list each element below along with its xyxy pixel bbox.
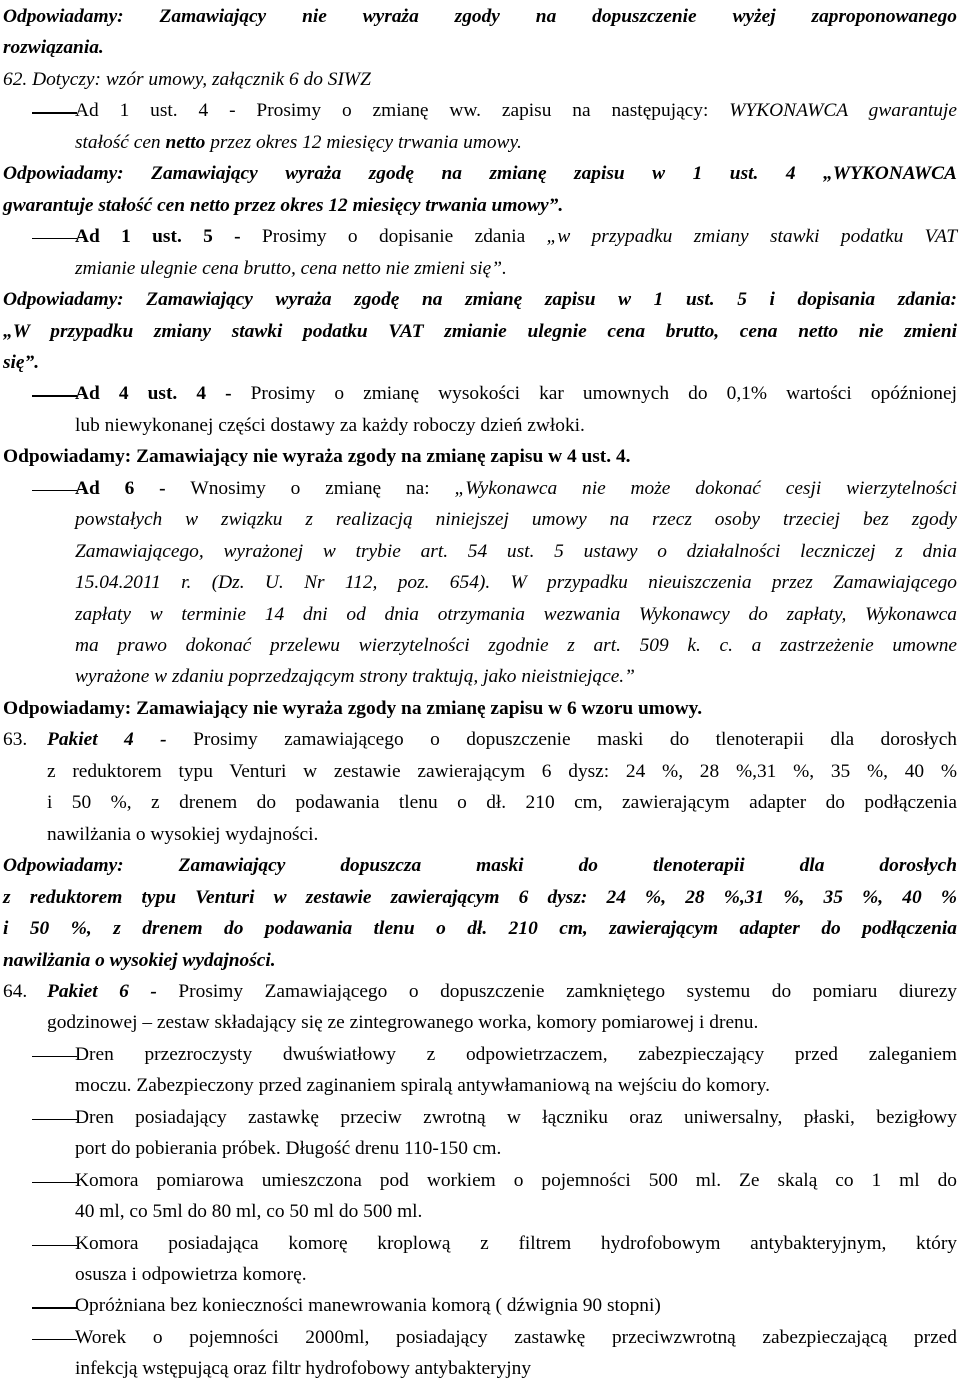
text-run: „w przypadku zmiany stawki podatku VAT <box>546 226 957 248</box>
text-line <box>75 1259 957 1290</box>
text-run: godzinowej – zestaw składający się ze zintegrowanego worka, komory pomiarowej i drenu. <box>47 1012 759 1034</box>
text-run: Odpowiadamy: Zamawiający wyraża zgodę na zmianę zapisu w 1 ust. 5 i dopisania zdania: <box>3 289 957 311</box>
list-dash <box>32 112 77 113</box>
text-run: 15.04.2011 r. (Dz. U. Nr 112, poz. 654). W przypadku nieuiszczenia przez Zamawiającego <box>75 572 957 594</box>
text-line <box>3 882 957 913</box>
text-run: przez okres 12 miesięcy trwania umowy. <box>205 131 522 153</box>
text-line <box>75 504 957 535</box>
text-line <box>3 284 957 315</box>
text-line <box>75 661 957 692</box>
text-line <box>75 1039 957 1070</box>
text-run: powstałych w związku z realizacją niniejszej umowy na rzecz osoby trzeciej bez zgody <box>75 509 957 531</box>
text-line <box>3 316 957 347</box>
list-dash <box>32 1056 77 1057</box>
text-line <box>47 976 957 1007</box>
text-line <box>75 1290 957 1321</box>
text-run: Wnosimy o zmianę na: <box>190 477 455 499</box>
text-line <box>75 1228 957 1259</box>
text-line <box>3 850 957 881</box>
text-line <box>3 32 957 63</box>
text-run: netto <box>165 131 206 153</box>
text-line <box>3 693 957 724</box>
list-dash <box>32 1182 77 1183</box>
text-line <box>75 473 957 504</box>
list-dash <box>32 1245 77 1246</box>
text-line <box>75 127 957 158</box>
text-run: zmianie ulegnie cena brutto, cena netto nie zmieni się”. <box>75 257 507 279</box>
text-run: Odpowiadamy: Zamawiający wyraża zgodę na zmianę zapisu w 1 ust. 4 „WYKONAWCA <box>3 163 957 185</box>
text-run: Prosimy zamawiającego o dopuszczenie maski do tlenoterapii dla dorosłych <box>193 729 957 751</box>
text-line <box>75 567 957 598</box>
text-run: moczu. Zabezpieczony przed zaginaniem spiralą antywłamaniową na wejściu do komory. <box>75 1075 770 1097</box>
text-line <box>75 1070 957 1101</box>
text-run: 40 ml, co 5ml do 80 ml, co 50 ml do 500 ml. <box>75 1201 423 1223</box>
text-run: Dren przezroczysty dwuświatłowy z odpowietrzaczem, zabezpieczający przed zaleganiem <box>75 1043 957 1065</box>
text-run: Prosimy o zmianę wysokości kar umownych do 0,1% wartości opóźnionej <box>250 383 958 405</box>
text-line <box>47 756 957 787</box>
text-run: Dren posiadający zastawkę przeciw zwrotną w łączniku oraz uniwersalny, płaski, bezigłowy <box>75 1106 957 1128</box>
text-line <box>3 347 957 378</box>
text-line <box>75 630 957 661</box>
text-line <box>47 787 957 818</box>
text-run: i 50 %, z drenem do podawania tlenu o dł. 210 cm, zawierającym adapter do podłączenia <box>3 918 957 940</box>
text-line <box>75 1165 957 1196</box>
list-dash <box>32 238 77 239</box>
text-line <box>75 1133 957 1164</box>
text-run: port do pobierania próbek. Długość drenu 110-150 cm. <box>75 1138 502 1160</box>
text-run: i 50 %, z drenem do podawania tlenu o dł. 210 cm, zawierającym adapter do podłączenia <box>47 792 957 814</box>
text-run: Ad 1 ust. 4 - <box>75 100 257 122</box>
text-run: z reduktorem typu Venturi w zestawie zawierającym 6 dysz: 24 %, 28 %,31 %, 35 %, 40 % <box>3 886 957 908</box>
text-run: „W przypadku zmiany stawki podatku VAT zmianie ulegnie cena brutto, cena netto nie zmieni <box>3 320 957 342</box>
text-line <box>3 158 957 189</box>
text-line <box>75 1102 957 1133</box>
text-line <box>75 1353 957 1384</box>
text-run: wyrażone w zdaniu poprzedzającym strony traktują, jako nieistniejące.” <box>75 666 635 688</box>
text-run: Prosimy Zamawiającego o dopuszczenie zamkniętego systemu do pomiaru diurezy <box>178 980 957 1002</box>
text-run: nawilżania o wysokiej wydajności. <box>3 949 276 971</box>
text-run: z reduktorem typu Venturi w zestawie zawierającym 6 dysz: 24 %, 28 %,31 %, 35 %, 40 % <box>47 760 957 782</box>
text-line <box>75 95 957 126</box>
text-line <box>75 253 957 284</box>
text-run: się”. <box>3 351 40 373</box>
text-run: Komora posiadająca komorę kroplową z filtrem hydrofobowym antybakteryjnym, który <box>75 1232 957 1254</box>
text-line <box>75 599 957 630</box>
text-run: 62. Dotyczy: wzór umowy, załącznik 6 do SIWZ <box>3 68 371 90</box>
text-line <box>75 378 957 409</box>
text-run: osusza i odpowietrza komorę. <box>75 1264 307 1285</box>
text-line <box>3 441 957 472</box>
text-run: zapłaty w terminie 14 dni od dnia otrzymania wezwania Wykonawcy do zapłaty, Wykonawca <box>75 603 957 625</box>
text-run: Odpowiadamy: Zamawiający nie wyraża zgody na dopuszczenie wyżej zaproponowanego <box>3 6 957 27</box>
text-run: Odpowiadamy: Zamawiający dopuszcza maski do tlenoterapii dla dorosłych <box>3 855 957 877</box>
text-run: Odpowiadamy: Zamawiający nie wyraża zgody na zmianę zapisu w 4 ust. 4. <box>3 446 631 468</box>
text-run: Zamawiającego, wyrażonej w trybie art. 54 ust. 5 ustawy o działalności leczniczej z dnia <box>75 540 957 562</box>
list-dash <box>32 1307 77 1308</box>
list-dash <box>32 490 77 491</box>
text-line <box>75 536 957 567</box>
text-line <box>47 724 957 755</box>
list-dash <box>32 1339 77 1340</box>
list-dash <box>32 1119 77 1120</box>
text-line <box>3 1 957 32</box>
list-dash <box>32 395 77 396</box>
text-run: Ad 1 ust. 5 - <box>75 226 262 248</box>
text-run: Ad 4 ust. 4 - <box>75 383 251 405</box>
text-run: WYKONAWCA gwarantuje <box>729 100 957 122</box>
text-run: gwarantuje stałość cen netto przez okres 12 miesięcy trwania umowy”. <box>3 194 564 216</box>
text-line <box>47 819 957 850</box>
text-run: nawilżania o wysokiej wydajności. <box>47 823 319 845</box>
text-line <box>75 1322 957 1353</box>
text-line <box>3 913 957 944</box>
text-run: Ad 6 - <box>75 477 191 499</box>
text-run: Opróżniana bez konieczności manewrowania komorą ( dźwignia 90 stopni) <box>75 1295 661 1317</box>
item-number: 63. <box>3 729 28 751</box>
text-line <box>3 64 957 95</box>
text-run: ma prawo dokonać przelewu wierzytelności zgodnie z art. 509 k. c. a zastrzeżenie umowne <box>75 635 957 656</box>
text-line <box>75 1196 957 1227</box>
text-line <box>75 221 957 252</box>
text-run: Prosimy o zmianę ww. zapisu na następujący: <box>256 100 730 122</box>
text-run: Pakiet 4 - <box>47 729 194 751</box>
text-line <box>3 945 957 976</box>
item-number: 64. <box>3 980 28 1002</box>
text-line <box>75 410 957 441</box>
text-run: stałość cen <box>75 131 166 153</box>
text-line <box>3 190 957 221</box>
text-run: infekcją wstępującą oraz filtr hydrofobowy antybakteryjny <box>75 1358 532 1380</box>
text-run: rozwiązania. <box>3 37 104 59</box>
text-run: „Wykonawca nie może dokonać cesji wierzytelności <box>454 477 958 499</box>
text-run: Pakiet 6 - <box>47 980 179 1002</box>
text-run: Prosimy o dopisanie zdania <box>261 226 547 248</box>
text-run: lub niewykonanej części dostawy za każdy roboczy dzień zwłoki. <box>75 414 585 436</box>
text-run: Komora pomiarowa umieszczona pod workiem o pojemności 500 ml. Ze skalą co 1 ml do <box>75 1169 957 1191</box>
text-run: Odpowiadamy: Zamawiający nie wyraża zgody na zmianę zapisu w 6 wzoru umowy. <box>3 697 703 719</box>
text-line <box>47 1007 957 1038</box>
text-run: Worek o pojemności 2000ml, posiadający zastawkę przeciwzwrotną zabezpieczającą przed <box>75 1326 957 1348</box>
